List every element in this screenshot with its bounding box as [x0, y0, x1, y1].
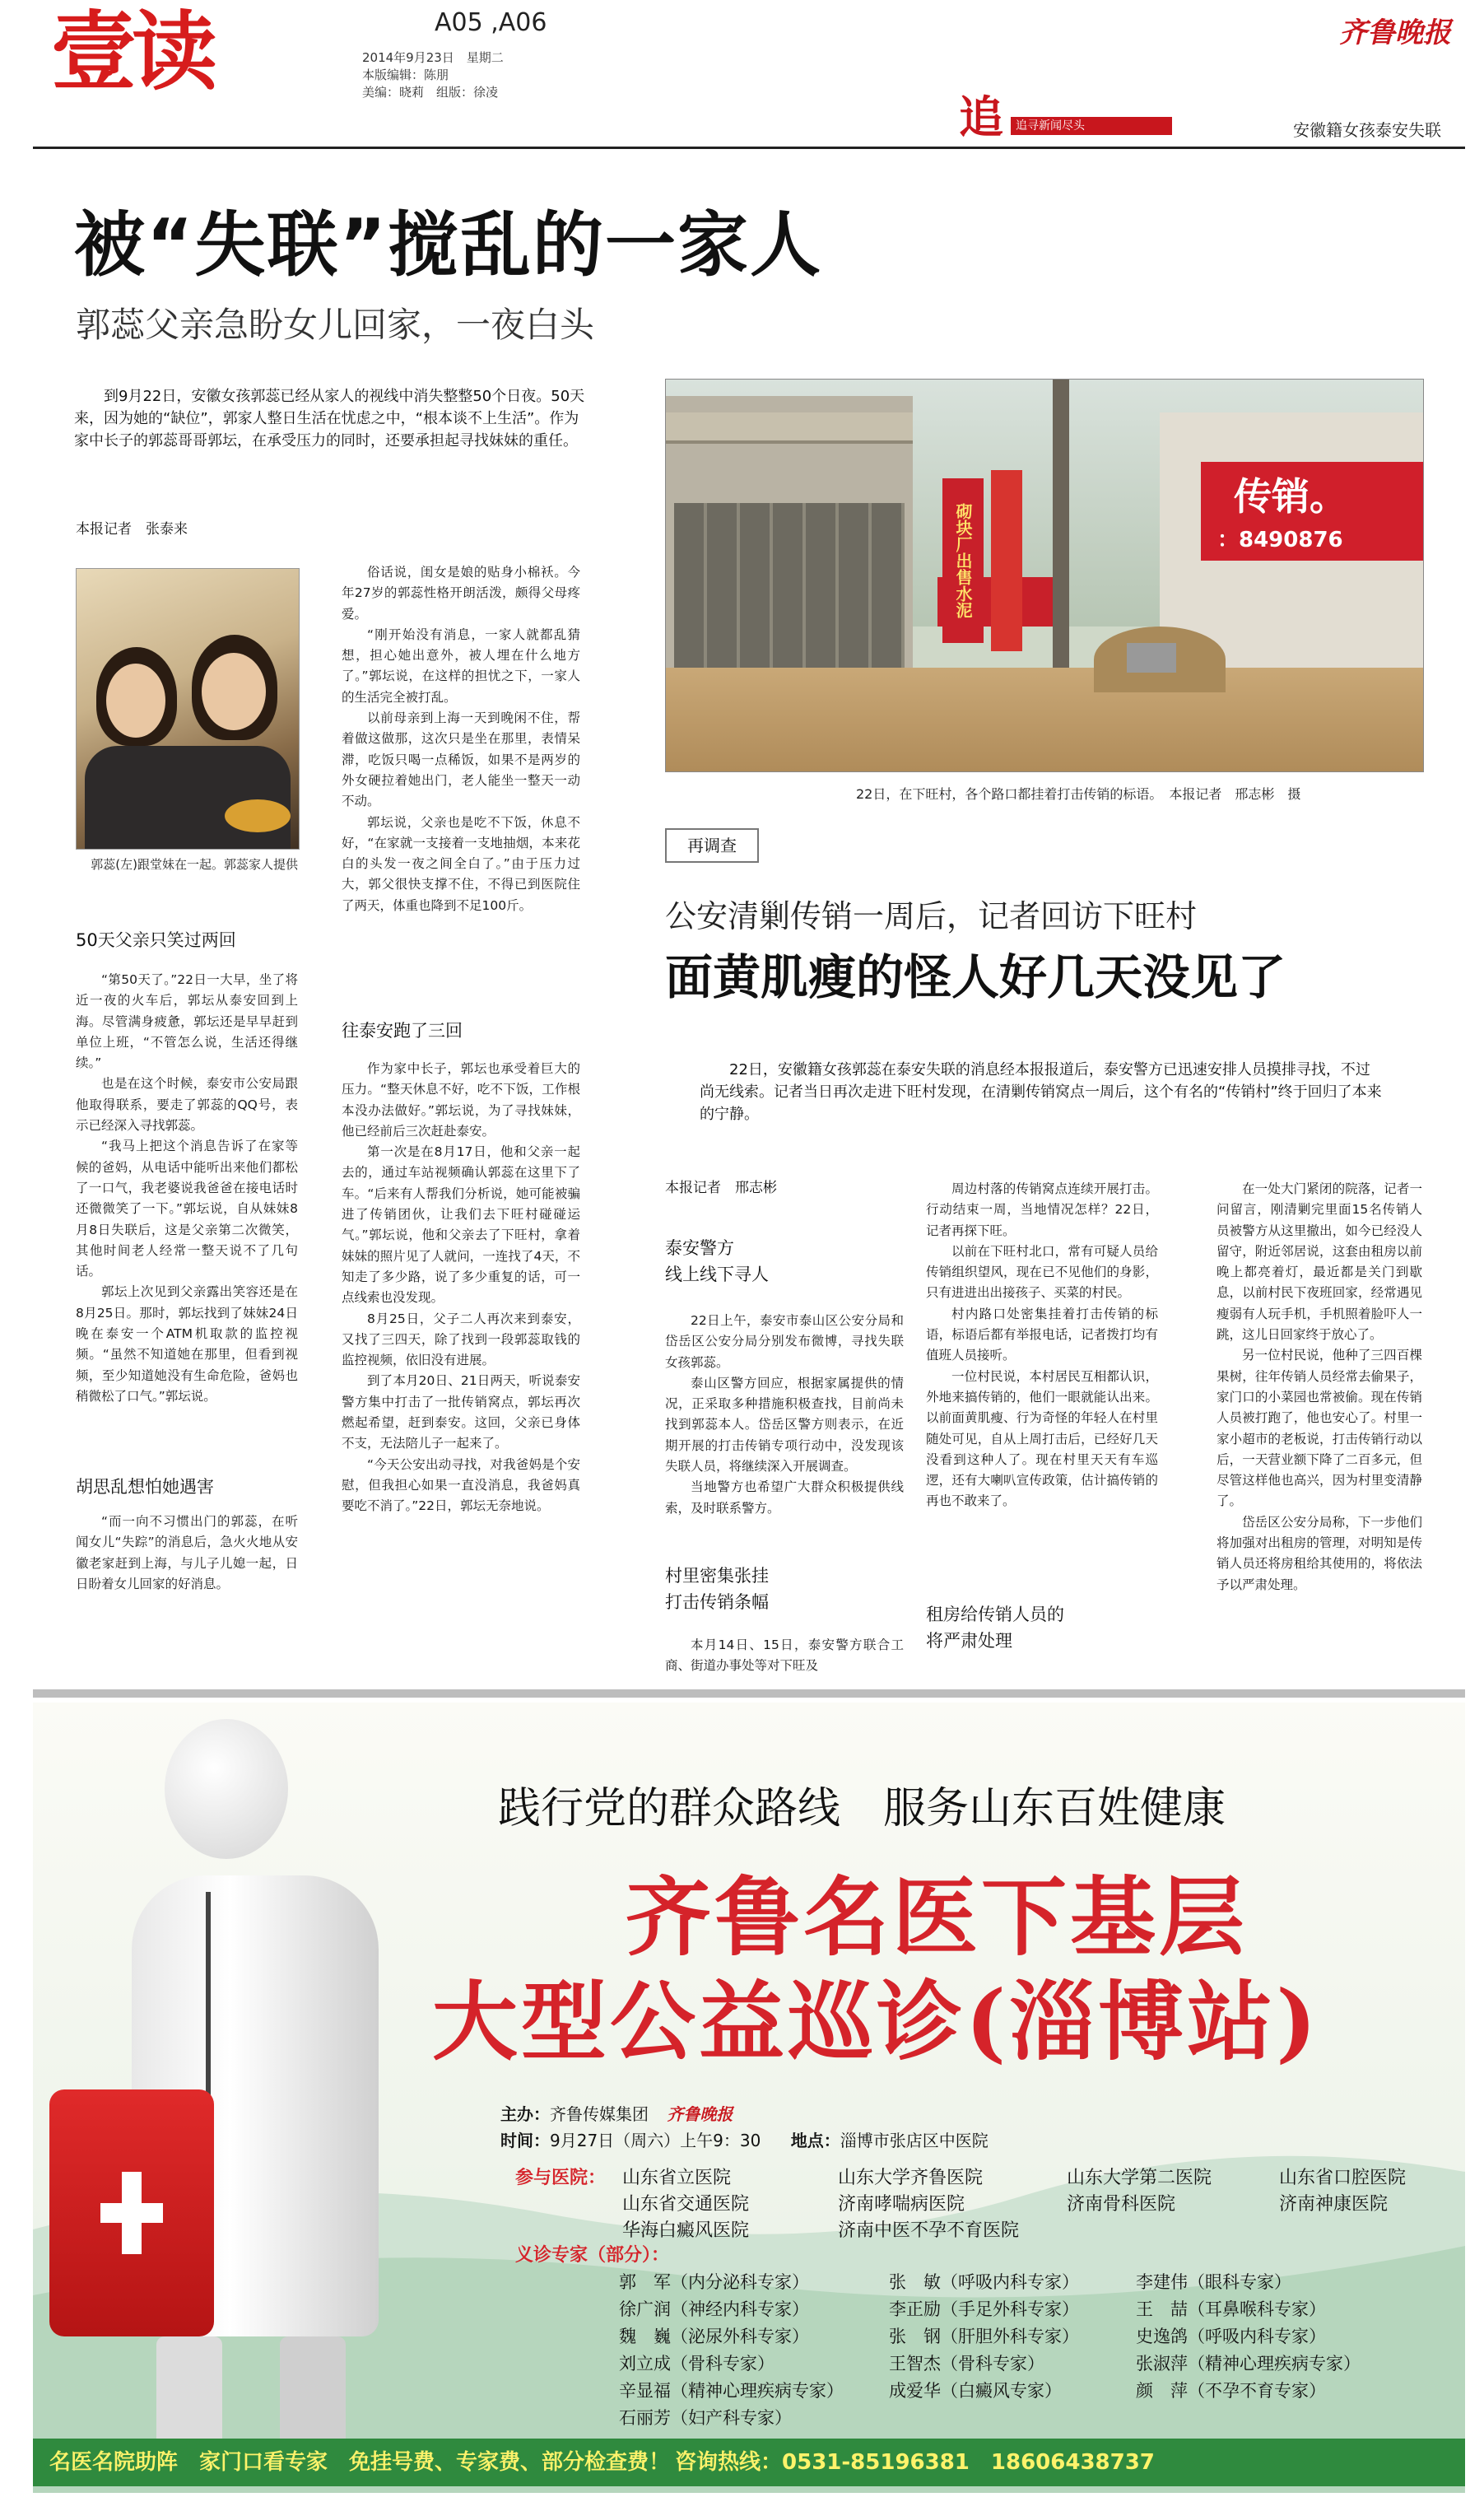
- paragraph: 第一次是在8月17日，他和父亲一起去的，通过车站视频确认郭蕊在这里下了车。“后来有人帮我们分析说，她可能被骗进了传销团伙，让我们去下旺村碰碰运气。”郭坛说，他和父亲去了下旺村，拿着妹妹的照片见了人就问，一连找了4天，不知走了多少路，说了多少重复的话，可一点线索也没发现。: [342, 1144, 580, 1306]
- expert-name: 王 喆（耳鼻喉科专家）: [1136, 2299, 1326, 2319]
- paragraph: 一位村民说，本村居民互相都认识，外地来搞传销的，他们一眼就能认出来。以前面黄肌瘦、行为奇怪的年轻人在村里随处可见，自从上周打击后，已经好几天没看到这种人了。现在村里天天有车巡逻，还有大喇叭宣传政策，估计搞传销的再也不敢来了。: [926, 1368, 1158, 1509]
- section-heading: 胡思乱想怕她遇害: [76, 1477, 214, 1497]
- time-value: 9月27日（周六）上午9：30: [550, 2131, 761, 2150]
- doctor-leg: [156, 2336, 222, 2452]
- column-tagline: 追寻新闻尽头: [1011, 117, 1172, 135]
- photo-sign-strip: [991, 470, 1022, 651]
- paragraph: 22日上午，泰安市泰山区公安分局和岱岳区公安分局分别发布微博，寻找失联女孩郭蕊。: [665, 1313, 904, 1370]
- byline: 本报记者 张泰来: [76, 521, 188, 538]
- paragraph: 到了本月20日、21日两天，听说泰安警方集中打击了一批传销窝点，郭坛再次燃起希望，赶到泰安。这回，父亲已身体不支，无法陪儿子一起来了。: [342, 1373, 580, 1451]
- photo-caption: 郭蕊(左)跟堂妹在一起。郭蕊家人提供: [91, 857, 298, 872]
- host-value: 齐鲁传媒集团: [550, 2104, 649, 2124]
- expert-name: 李建伟（眼科专家）: [1136, 2272, 1291, 2292]
- paragraph: “刚开始没有消息，一家人就都乱猜想，担心她出意外，被人埋在什么地方了。”郭坛说，在这样的担忧之下，一家人的生活完全被打乱。: [342, 627, 580, 705]
- hospitals-label: 参与医院：: [515, 2168, 607, 2188]
- main-subheadline: 郭蕊父亲急盼女儿回家，一夜白头: [76, 305, 595, 345]
- ad-title: 大型公益巡诊(淄博站): [432, 1971, 1320, 2072]
- photo-sign: 砌块厂出售水泥: [942, 478, 984, 643]
- photo-banner-red: [1201, 462, 1423, 561]
- hospital-name: 济南中医不孕不育医院: [838, 2220, 1020, 2241]
- photo-shutters: [674, 503, 905, 684]
- column-logo: 追: [959, 91, 1003, 143]
- hotline-number: 0531-85196381 18606438737: [782, 2450, 1155, 2475]
- column-A2: [665, 1635, 904, 1677]
- section-divider: [33, 1689, 1465, 1698]
- paragraph: 8月25日，父子二人再次来到泰安，又找了三四天，除了找到一段郭蕊取钱的监控视频，依旧没有进展。: [342, 1311, 580, 1368]
- expert-name: 成爱华（白癜风专家）: [889, 2381, 1062, 2401]
- series-title: 安徽籍女孩泰安失联: [1293, 120, 1441, 140]
- section-heading-line: 租房给传销人员的: [926, 1605, 1064, 1624]
- family-photo: [76, 568, 300, 850]
- expert-name: 徐广润（神经内科专家）: [619, 2299, 809, 2319]
- medical-kit: [49, 2089, 214, 2336]
- photo-brick: [1127, 643, 1176, 673]
- column-A1: [665, 1311, 904, 1519]
- paragraph: 本月14日、15日，泰安警方联合工商、街道办事处等对下旺及: [665, 1638, 904, 1674]
- expert-name: 郭 军（内分泌科专家）: [619, 2272, 809, 2292]
- paragraph: 当地警方也希望广大群众积极提供线索，及时联系警方。: [665, 1479, 904, 1516]
- paragraph: 以前在下旺村北口，常有可疑人员给传销组织望风，现在已不见他们的身影，只有进进出出接孩子、买菜的村民。: [926, 1243, 1158, 1301]
- section-heading: 50天父亲只笑过两回: [76, 930, 236, 950]
- column-C1: [1217, 1179, 1422, 1596]
- hospital-name: 山东大学齐鲁医院: [838, 2168, 984, 2188]
- paragraph: “而一向不习惯出门的郭蕊，在听闻女儿“失踪”的消息后，急火火地从安徽老家赶到上海，与儿子儿媳一起，日日盼着女儿回家的好消息。: [76, 1514, 298, 1591]
- photo-balcony: [666, 412, 913, 444]
- paragraph: 另一位村民说，他种了三四百棵果树，往年传销人员经常去偷果子，家门口的小菜园也常被偷。现在传销人员被打跑了，他也安心了。村里一家小超市的老板说，打击传销行动以后，一天营业额下降了二百多元，但尽管这样他也高兴，因为村里变清静了。: [1217, 1348, 1422, 1509]
- paragraph: 周边村落的传销窝点连续开展打击。行动结束一周，当地情况怎样？22日，记者再探下旺。: [926, 1181, 1158, 1238]
- hospital-name: 济南神康医院: [1279, 2194, 1389, 2215]
- ad-time-line: [500, 2127, 989, 2151]
- section-heading-line: 线上线下寻人: [665, 1265, 769, 1284]
- column-1a: [76, 970, 298, 1407]
- paragraph: 岱岳区公安分局称，下一步他们将加强对出租房的管理，对明知是传销人员还将房租给其使用的，将依法予以严肃处理。: [1217, 1514, 1422, 1592]
- paragraph: 以前母亲到上海一天到晚闲不住，帮着做这做那，这次只是坐在那里，表情呆滞，吃饭只喝一点稀饭，如果不是两岁的外女硬拉着她出门，老人能坐一整天一动不动。: [342, 710, 580, 809]
- section-tag: 再调查: [665, 828, 759, 863]
- expert-name: 魏 巍（泌尿外科专家）: [619, 2327, 809, 2346]
- photo-caption: 22日，在下旺村，各个路口都挂着打击传销的标语。 本报记者 邢志彬 摄: [856, 786, 1301, 802]
- expert-name: 辛显福（精神心理疾病专家）: [619, 2381, 844, 2401]
- hospital-name: 济南哮喘病医院: [838, 2194, 965, 2215]
- edition-design: 美编：晓莉 组版：徐凌: [362, 85, 499, 100]
- edition-date: 2014年9月23日 星期二: [362, 50, 504, 65]
- photo-ground: [666, 668, 1423, 771]
- host-label: 主办：: [500, 2104, 550, 2124]
- photo-figure-body: [85, 746, 291, 849]
- paragraph: 郭坛说，父亲也是吃不下饭，休息不好，“在家就一支接着一支地抽烟，本来花白的头发一夜之间全白了。”由于压力过大，郭父很快支撑不住，不得已到医院住了两天，体重也降到不足100斤。: [342, 814, 580, 913]
- story-lead: 22日，安徽籍女孩郭蕊在泰安失联的消息经本报报道后，泰安警方已迅速安排人员摸排寻找，不过尚无线索。记者当日再次走进下旺村发现，在清剿传销窝点一周后，这个有名的“传销村”终于回归了本来的宁静。: [700, 1061, 1382, 1123]
- paragraph: “今天公安出动寻找，对我爸妈是个安慰，但我担心如果一直没消息，我爸妈真要吃不消了。”22日，郭坛无奈地说。: [342, 1456, 580, 1514]
- ad-host-line: [500, 2101, 733, 2125]
- edition-editor: 本版编辑：陈朋: [362, 68, 449, 82]
- column-2a: [342, 562, 580, 916]
- section-heading-line: 泰安警方: [665, 1238, 734, 1258]
- photo-figure-face: [106, 664, 165, 738]
- column-2b: [342, 1059, 580, 1517]
- experts-label: 义诊专家（部分）：: [515, 2245, 670, 2266]
- photo-figure-face: [202, 653, 266, 730]
- section-heading: [665, 1563, 769, 1615]
- ad-hotline: [675, 2445, 1155, 2476]
- expert-name: 李正励（手足外科专家）: [889, 2299, 1079, 2319]
- village-photo: [665, 379, 1424, 772]
- paragraph: 俗话说，闺女是娘的贴身小棉袄。今年27岁的郭蕊性格开朗活泼，颇得父母疼爱。: [342, 565, 580, 622]
- hotline-label: 咨询热线：: [675, 2450, 783, 2475]
- expert-name: 张 敏（呼吸内科专家）: [889, 2272, 1079, 2292]
- place-label: 地点：: [790, 2131, 840, 2150]
- paragraph: 也是在这个时候，泰安市公安局跟他取得联系，要走了郭蕊的QQ号，表示已经深入寻找郭蕊。: [76, 1076, 298, 1134]
- section-heading: [926, 1601, 1064, 1654]
- host-logo: 齐鲁晚报: [667, 2104, 733, 2124]
- hospital-name: 山东大学第二医院: [1067, 2168, 1212, 2188]
- paragraph: “我马上把这个消息告诉了在家等候的爸妈，从电话中能听出来他们都松了一口气，我老婆说我爸爸在接电话时还微微笑了一下。”郭坛说，自从妹妹8月8日失联后，这是父亲第二次微笑，其他时间老人经常一整天说不了几句话。: [76, 1139, 298, 1279]
- expert-name: 张 钢（肝胆外科专家）: [889, 2327, 1079, 2346]
- hospital-name: 山东省立医院: [622, 2168, 732, 2188]
- ad-slogan: 践行党的群众路线 服务山东百姓健康: [498, 1784, 1226, 1833]
- story-kicker: 公安清剿传销一周后，记者回访下旺村: [665, 898, 1198, 934]
- expert-name: 石丽芳（妇产科专家）: [619, 2408, 792, 2428]
- doctor-head: [165, 1719, 288, 1859]
- expert-name: 王智杰（骨科专家）: [889, 2354, 1044, 2374]
- hospital-name: 济南骨科医院: [1067, 2194, 1176, 2215]
- section-heading-line: 将严肃处理: [926, 1631, 1012, 1651]
- section-heading: [665, 1235, 769, 1288]
- column-B1: [926, 1179, 1158, 1512]
- red-cross-icon: [100, 2172, 163, 2254]
- expert-name: 张淑萍（精神心理疾病专家）: [1136, 2354, 1361, 2374]
- paragraph: 郭坛上次见到父亲露出笑容还是在8月25日。那时，郭坛找到了妹妹24日晚在泰安一个ATM机取款的监控视频。“虽然不知道她在那里，但看到视频，至少知道她没有生命危险，爸妈也稍微松了口气。”郭坛说。: [76, 1284, 298, 1404]
- paragraph: “第50天了。”22日一大早，坐了将近一夜的火车后，郭坛从泰安回到上海。尽管满身疲惫，郭坛还是早早赶到单位上班，“不管怎么说，生活还得继续。”: [76, 972, 298, 1071]
- place-value: 淄博市张店区中医院: [840, 2131, 989, 2150]
- hospital-name: 华海白癜风医院: [622, 2220, 750, 2241]
- expert-name: 颜 萍（不孕不育专家）: [1136, 2381, 1326, 2401]
- hospital-name: 山东省口腔医院: [1279, 2168, 1407, 2188]
- section-heading-line: 打击传销条幅: [665, 1592, 769, 1612]
- edition-meta: [362, 49, 504, 101]
- column-1b: [76, 1512, 298, 1595]
- paragraph: 泰山区警方回应，根据家属提供的情况，正采取多种措施积极查找，目前尚未找到郭蕊本人。岱岳区警方则表示，在近期开展的打击传销专项行动中，没发现该失联人员，将继续深入开展调查。: [665, 1375, 904, 1474]
- ad-footer-promo: 名医名院助阵 家门口看专家 免挂号费、专家费、部分检查费！: [49, 2450, 671, 2475]
- newspaper-logo: 齐鲁晚报: [1339, 16, 1451, 49]
- ad-title: 齐鲁名医下基层: [626, 1866, 1249, 1968]
- paragraph: 村内路口处密集挂着打击传销的标语，标语后都有举报电话，记者拨打均有值班人员接听。: [926, 1306, 1158, 1363]
- section-heading-line: 村里密集张挂: [665, 1566, 769, 1586]
- time-label: 时间：: [500, 2131, 550, 2150]
- section-heading: 往泰安跑了三回: [342, 1021, 463, 1041]
- banner-phone: ：8490876: [1217, 528, 1343, 552]
- photo-bowl: [225, 799, 291, 832]
- page-numbers: A05 ,A06: [435, 8, 547, 37]
- stethoscope-icon: [206, 1892, 211, 2106]
- paragraph: 在一处大门紧闭的院落，记者一问留言，刚清剿完里面15名传销人员被警方从这里撤出，如今已经没人留守，附近邻居说，这套由租房以前晚上都亮着灯，最近都是关门到歇息，以前村民下夜班回家，经常遇见瘦弱有人玩手机，手机照着脸吓人一跳，这儿日回家终于放心了。: [1217, 1181, 1422, 1343]
- doctor-leg: [280, 2336, 346, 2452]
- story-headline: 面黄肌瘦的怪人好几天没见了: [665, 949, 1286, 1005]
- paragraph: 作为家中长子，郭坛也承受着巨大的压力。“整天休息不好，吃不下饭，工作根本没办法做好。”郭坛说，为了寻找妹妹，他已经前后三次赶赴泰安。: [342, 1061, 580, 1139]
- header-rule: [33, 147, 1465, 149]
- expert-name: 刘立成（骨科专家）: [619, 2354, 775, 2374]
- expert-name: 史逸鸽（呼吸内科专家）: [1136, 2327, 1326, 2346]
- byline: 本报记者 邢志彬: [665, 1180, 777, 1196]
- section-brand: 壹读: [51, 2, 213, 102]
- story-lead: 到9月22日，安徽女孩郭蕊已经从家人的视线中消失整整50个日夜。50天来，因为她的“缺位”，郭家人整日生活在忧虑之中，“根本谈不上生活”。作为家中长子的郭蕊哥哥郭坛，在承受压力的同时，还要承担起寻找妹妹的重任。: [74, 388, 585, 450]
- hospital-name: 山东省交通医院: [622, 2194, 750, 2215]
- banner-text: 传销。: [1234, 474, 1347, 519]
- main-headline: 被“失联”搅乱的一家人: [74, 204, 823, 287]
